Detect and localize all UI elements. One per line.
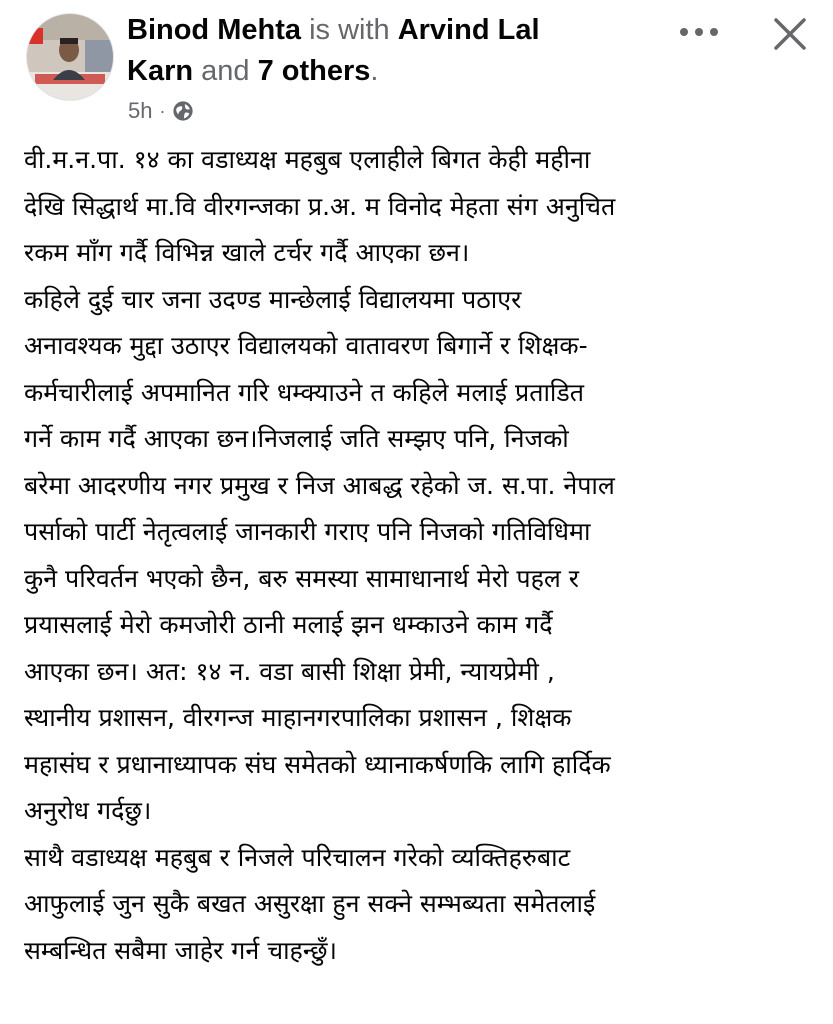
post-text-line: महासंघ र प्रधानाध्यापक संघ समेतको ध्यानाकर्षणकि लागि हार्दिक: [24, 749, 611, 779]
post-text-line: वी.म.न.पा. १४ का वडाध्यक्ष महबुब एलाहीले बिगत केही महीना: [24, 145, 591, 174]
post-text-line: कहिले दुई चार जना उदण्ड मान्छेलाई विद्यालयमा पठाएर: [24, 284, 522, 314]
post-text-line: प्रयासलाई मेरो कमजोरी ठानी मलाई झन धम्काउने काम गर्दै: [24, 610, 553, 639]
meta-separator: ·: [159, 100, 166, 121]
tagged-person-surname[interactable]: Karn: [127, 55, 194, 87]
post-text-line: स्थानीय प्रशासन, वीरगन्ज माहानगरपालिका प्रशासन , शिक्षक: [24, 703, 572, 732]
post-header: [0, 0, 833, 130]
post-meta: [128, 97, 194, 125]
post-text-line: कर्मचारीलाई अपमानित गरि धम्क्याउने त कहिले मलाई प्रताडित: [24, 377, 585, 407]
and-text: and: [201, 55, 250, 87]
post-text-line: बरेमा आदरणीय नगर प्रमुख र निज आबद्ध रहेको ज. स.पा. नेपाल: [24, 470, 615, 500]
avatar-photo: [27, 14, 113, 100]
post-text: [24, 137, 824, 974]
period-text: .: [370, 55, 379, 87]
post-text-line: अनुरोध गर्दछु।: [24, 796, 152, 825]
more-dots-icon: [679, 27, 719, 37]
globe-icon[interactable]: [172, 100, 194, 122]
post-text-line: आफुलाई जुन सुकै बखत असुरक्षा हुन सक्ने सम्भब्यता समेतलाई: [24, 889, 596, 918]
author-name[interactable]: Binod Mehta: [127, 14, 301, 46]
post-text-line: पर्साको पार्टी नेतृत्वलाई जानकारी गराए पनि निजको गतिविधिमा: [24, 517, 591, 546]
with-text: is with: [309, 14, 390, 46]
close-button[interactable]: [766, 10, 814, 58]
close-icon: [773, 17, 807, 51]
more-options-button[interactable]: [676, 14, 722, 50]
author-line: [127, 10, 667, 92]
post-text-line: गर्ने काम गर्दै आएका छन।निजलाई जति सम्झए पनि, निजको: [24, 424, 569, 453]
post-text-line: सम्बन्धित सबैमा जाहेर गर्न चाहन्छुँ।: [24, 935, 337, 965]
post-text-line: कुनै परिवर्तन भएको छैन, बरु समस्या सामाधानार्थ मेरो पहल र: [24, 563, 579, 593]
post-text-line: अनावश्यक मुद्दा उठाएर विद्यालयको वातावरण बिगार्ने र शिक्षक-: [24, 331, 588, 360]
author-avatar[interactable]: [26, 13, 114, 101]
others-link[interactable]: 7 others: [257, 55, 371, 87]
post-text-line: साथै वडाध्यक्ष महबुब र निजले परिचालन गरेको व्यक्तिहरुबाट: [24, 842, 571, 872]
post-text-line: रकम माँग गर्दै विभिन्न खाले टर्चर गर्दै आएका छन।: [24, 238, 470, 267]
post-text-line: आएका छन। अत: १४ न. वडा बासी शिक्षा प्रेमी, न्यायप्रेमी ,: [24, 656, 555, 686]
tagged-person[interactable]: Arvind Lal: [397, 14, 540, 46]
post-timestamp[interactable]: 5h: [128, 98, 153, 123]
post-text-line: देखि सिद्धार्थ मा.वि वीरगन्जका प्र.अ. म विनोद मेहता संग अनुचित: [24, 191, 616, 221]
